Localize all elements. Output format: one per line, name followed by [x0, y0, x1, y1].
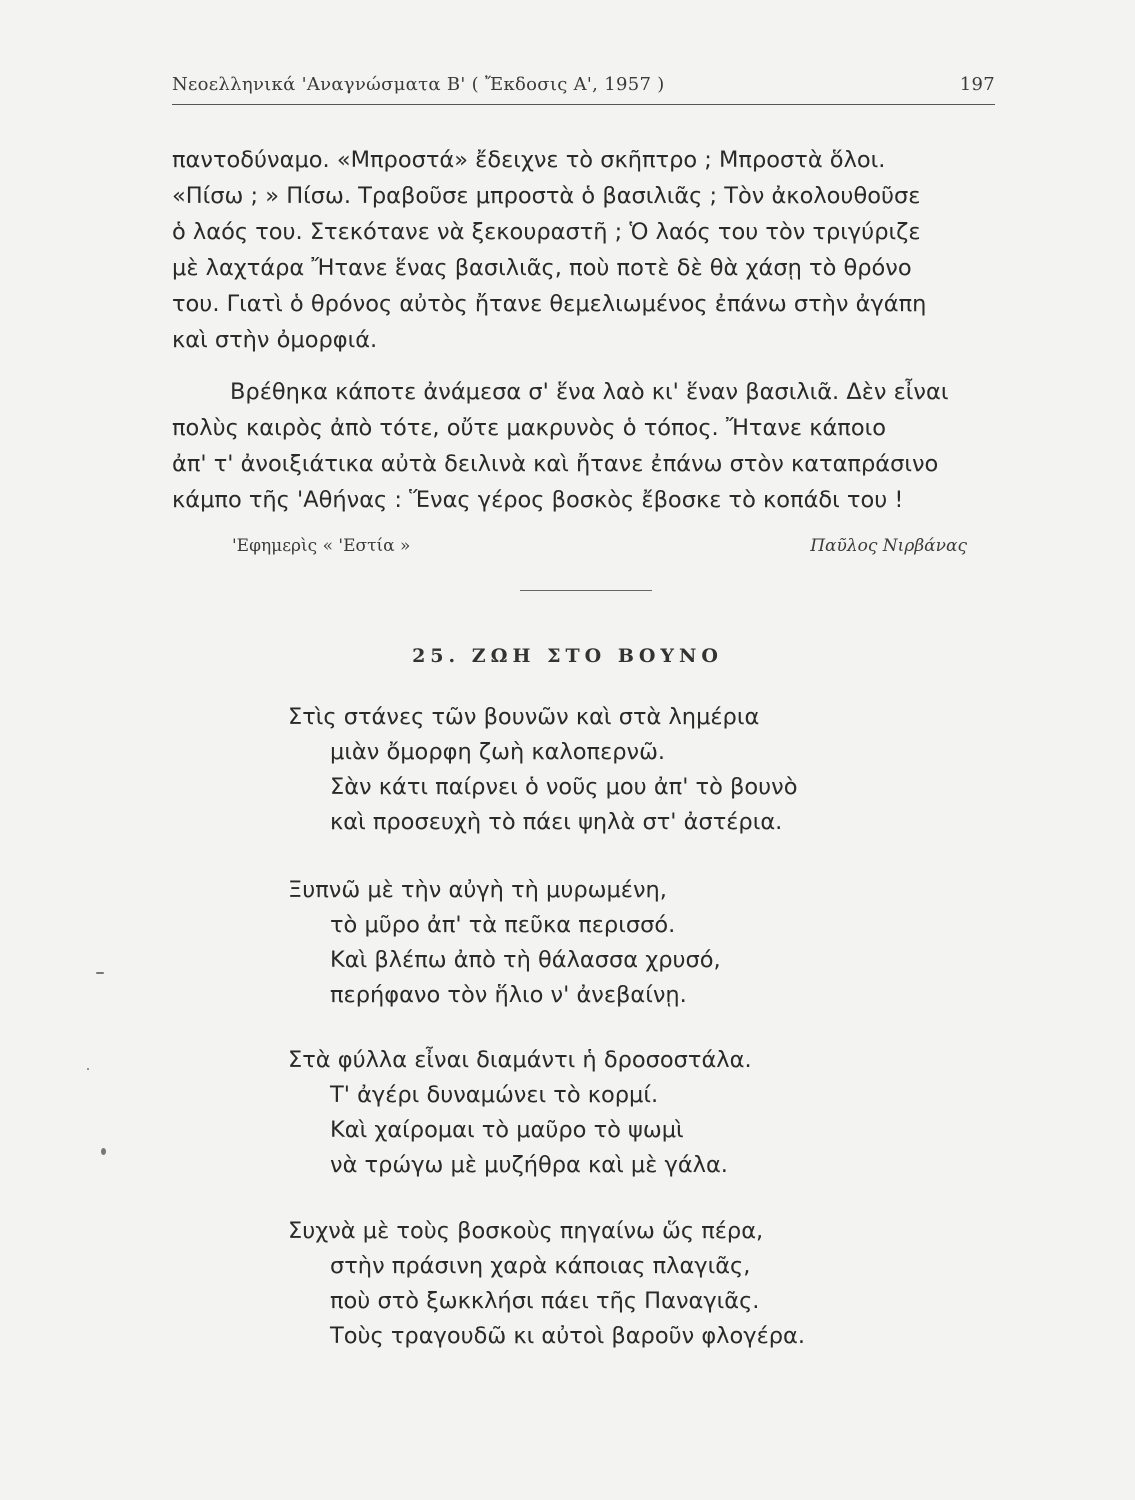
verse-line: Τ' ἀγέρι δυναμώνει τὸ κορμί.	[330, 1082, 659, 1108]
verse-line: μιὰν ὄμορφη ζωὴ καλοπερνῶ.	[330, 739, 666, 765]
text-line: ὁ λαός του. Στεκότανε νὰ ξεκουραστῆ ; Ὁ λαός του τὸν τριγύριζε	[172, 219, 921, 245]
verse-line: Στὰ φύλλα εἶναι διαμάντι ἡ δροσοστάλα.	[288, 1047, 752, 1073]
text-line: κάμπο τῆς 'Αθήνας : Ἕνας γέρος βοσκὸς ἔβοσκε τὸ κοπάδι του !	[172, 487, 904, 513]
verse-line: Καὶ βλέπω ἀπὸ τὴ θάλασσα χρυσό,	[330, 947, 721, 973]
verse-line: ποὺ στὸ ξωκκλήσι πάει τῆς Παναγιᾶς.	[330, 1288, 760, 1314]
scan-speck	[96, 972, 104, 974]
text-line: Βρέθηκα κάποτε ἀνάμεσα σ' ἕνα λαὸ κι' ἕναν βασιλιᾶ. Δὲν εἶναι	[230, 379, 949, 405]
source-attribution	[232, 536, 967, 556]
stanza-2	[288, 873, 721, 1013]
section-divider	[520, 590, 652, 591]
prose-paragraph-2	[172, 374, 995, 518]
verse-line: Τοὺς τραγουδῶ κι αὐτοὶ βαροῦν φλογέρα.	[330, 1323, 806, 1349]
scan-speck	[101, 1148, 106, 1155]
verse-line: Στὶς στάνες τῶν βουνῶν καὶ στὰ λημέρια	[288, 704, 760, 730]
text-line: παντοδύναμο. «Μπροστά» ἔδειχνε τὸ σκῆπτρο ; Μπροστὰ ὅλοι.	[172, 147, 886, 173]
stanza-4	[288, 1214, 805, 1354]
verse-line: Σὰν κάτι παίρνει ὁ νοῦς μου ἀπ' τὸ βουνὸ	[330, 774, 798, 800]
verse-line: Συχνὰ μὲ τοὺς βοσκοὺς πηγαίνω ὥς πέρα,	[288, 1218, 764, 1244]
verse-line: Καὶ χαίρομαι τὸ μαῦρο τὸ ψωμὶ	[330, 1117, 684, 1143]
verse-line: στὴν πράσινη χαρὰ κάποιας πλαγιᾶς,	[330, 1253, 751, 1279]
text-line: «Πίσω ; » Πίσω. Τραβοῦσε μπροστὰ ὁ βασιλιᾶς ; Τὸν ἀκολουθοῦσε	[172, 183, 921, 209]
verse-line: καὶ προσευχὴ τὸ πάει ψηλὰ στ' ἀστέρια.	[330, 809, 783, 835]
stanza-3	[288, 1043, 752, 1183]
verse-line: τὸ μῦρο ἀπ' τὰ πεῦκα περισσό.	[330, 912, 676, 938]
verse-line: νὰ τρώγω μὲ μυζήθρα καὶ μὲ γάλα.	[330, 1152, 728, 1178]
text-line: καὶ στὴν ὀμορφιά.	[172, 327, 378, 353]
scan-speck	[87, 1068, 89, 1070]
verse-line: περήφανο τὸν ἥλιο ν' ἀνεβαίνῃ.	[330, 982, 687, 1008]
header-rule	[172, 104, 995, 105]
text-line: του. Γιατὶ ὁ θρόνος αὐτὸς ἤτανε θεμελιωμένος ἐπάνω στὴν ἀγάπη	[172, 291, 927, 317]
stanza-1	[288, 700, 797, 840]
verse-line: Ξυπνῶ μὲ τὴν αὐγὴ τὴ μυρωμένη,	[288, 877, 667, 903]
text-line: μὲ λαχτάρα Ἤτανε ἕνας βασιλιᾶς, ποὺ ποτὲ δὲ θὰ χάσῃ τὸ θρόνο	[172, 255, 912, 281]
text-line: ἀπ' τ' ἀνοιξιάτικα αὐτὰ δειλινὰ καὶ ἤτανε ἐπάνω στὸν καταπράσινο	[172, 451, 939, 477]
running-title: Νεοελληνικά 'Αναγνώσματα Β' ( Ἔκδοσις Α', 1957 )	[172, 74, 665, 95]
prose-paragraph-1	[172, 142, 995, 358]
author-name: Παῦλος Νιρβάνας	[810, 536, 967, 556]
text-line: πολὺς καιρὸς ἀπὸ τότε, οὔτε μακρυνὸς ὁ τόπος. Ἤτανε κάποιο	[172, 415, 886, 441]
poem-title: 25. ΖΩΗ ΣΤΟ ΒΟΥΝΟ	[412, 645, 723, 667]
page-number: 197	[959, 74, 995, 95]
newspaper-source: 'Εφημερὶς « 'Εστία »	[232, 536, 411, 556]
running-header	[172, 74, 995, 95]
